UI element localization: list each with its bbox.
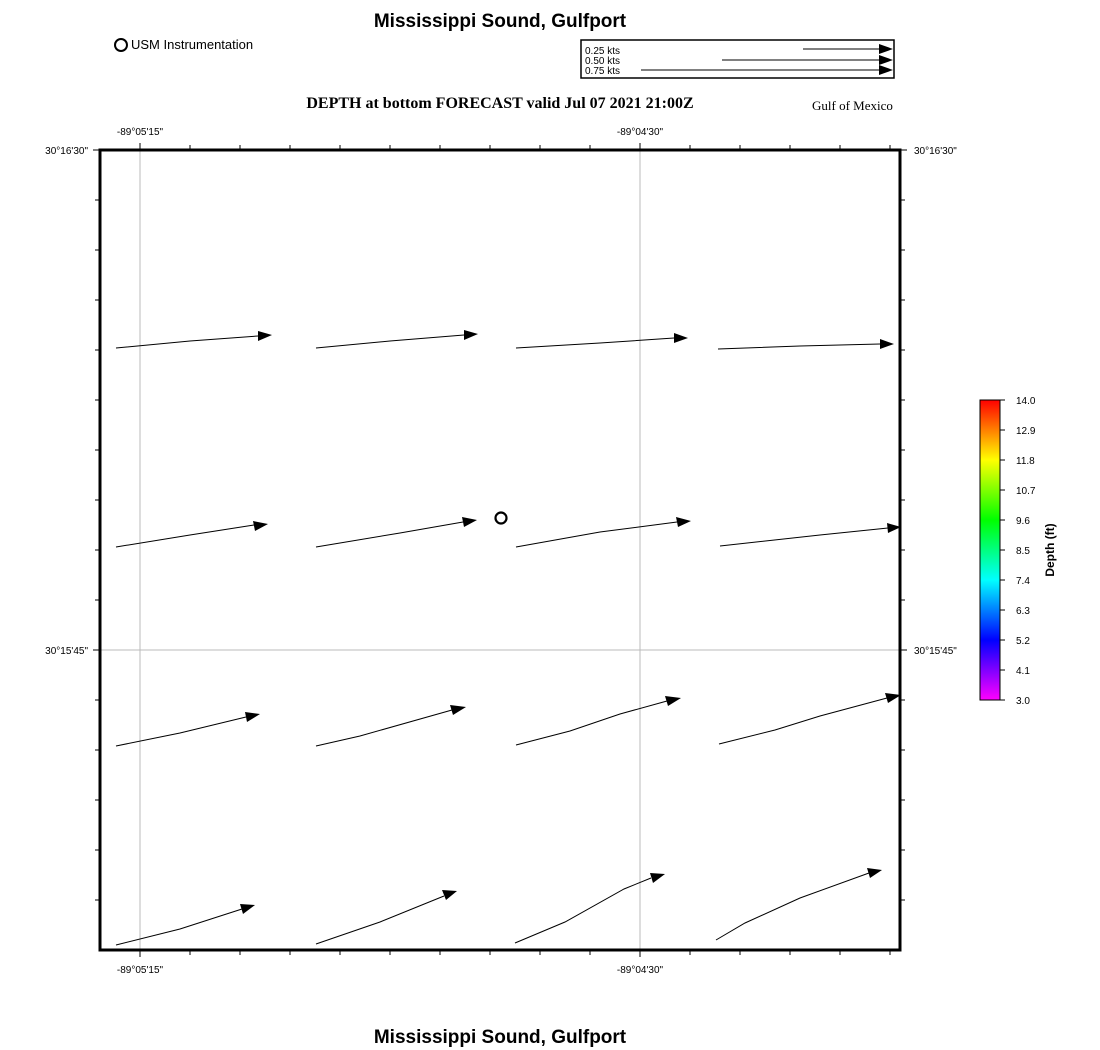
lon-label-bottom-1: -89°05'15": [116, 965, 164, 976]
region-label: Gulf of Mexico: [812, 98, 893, 113]
arrowhead-icon: [258, 331, 272, 341]
arrowhead-icon: [253, 521, 268, 531]
usm-legend-label: USM Instrumentation: [131, 37, 254, 52]
speed-scale-legend: [581, 40, 894, 78]
arrowhead-icon: [442, 890, 457, 900]
arrowhead-icon: [240, 904, 255, 914]
arrowhead-icon: [450, 705, 466, 715]
lon-label-top-1: -89°05'15": [116, 127, 164, 138]
depth-colorbar: [980, 396, 1057, 707]
frame-ticks: [93, 143, 907, 957]
vector-arrowheads: [240, 330, 901, 914]
colorbar-tick: 9.6: [1016, 516, 1030, 527]
colorbar-tick: 12.9: [1016, 426, 1036, 437]
arrowhead-icon: [650, 873, 665, 883]
lat-label-left-2: 30°15'45": [45, 646, 88, 657]
arrowhead-icon: [867, 868, 882, 878]
colorbar-tick: 11.8: [1016, 456, 1035, 467]
colorbar-tick: 10.7: [1016, 486, 1036, 497]
current-vectors: [116, 335, 888, 945]
speed-label-075: 0.75 kts: [585, 66, 621, 77]
lat-label-left-1: 30°16'30": [45, 146, 88, 157]
graticule: [100, 150, 900, 950]
colorbar-tick: 6.3: [1016, 606, 1030, 617]
colorbar-label: Depth (ft): [1043, 523, 1057, 577]
arrowhead-icon: [674, 333, 688, 343]
colorbar-tick: 8.5: [1016, 546, 1030, 557]
lat-label-right-2: 30°15'45": [914, 646, 957, 657]
footer-title: Mississippi Sound, Gulfport: [373, 1027, 627, 1048]
lat-label-right-1: 30°16'30": [914, 146, 957, 157]
arrowhead-icon: [462, 517, 477, 527]
arrowhead-icon: [880, 339, 894, 349]
colorbar-tick: 4.1: [1016, 666, 1030, 677]
arrowhead-icon: [245, 712, 260, 722]
arrowhead-icon: [676, 517, 691, 527]
colorbar-tick: 3.0: [1016, 696, 1030, 707]
speed-label-050: 0.50 kts: [585, 56, 621, 67]
colorbar-tick: 14.0: [1016, 396, 1036, 407]
speed-label-025: 0.25 kts: [585, 46, 621, 57]
lon-label-bottom-2: -89°04'30": [616, 965, 664, 976]
colorbar-tick: 5.2: [1016, 636, 1030, 647]
forecast-subtitle: DEPTH at bottom FORECAST valid Jul 07 2021 21:00Z: [306, 95, 694, 112]
lon-label-top-2: -89°04'30": [616, 127, 664, 138]
arrowhead-icon: [665, 696, 681, 706]
map-frame: [100, 150, 900, 950]
colorbar-tick: 7.4: [1016, 576, 1030, 587]
map-title: Mississippi Sound, Gulfport: [373, 11, 627, 32]
usm-station-marker[interactable]: [496, 513, 507, 524]
arrowhead-icon: [464, 330, 478, 340]
